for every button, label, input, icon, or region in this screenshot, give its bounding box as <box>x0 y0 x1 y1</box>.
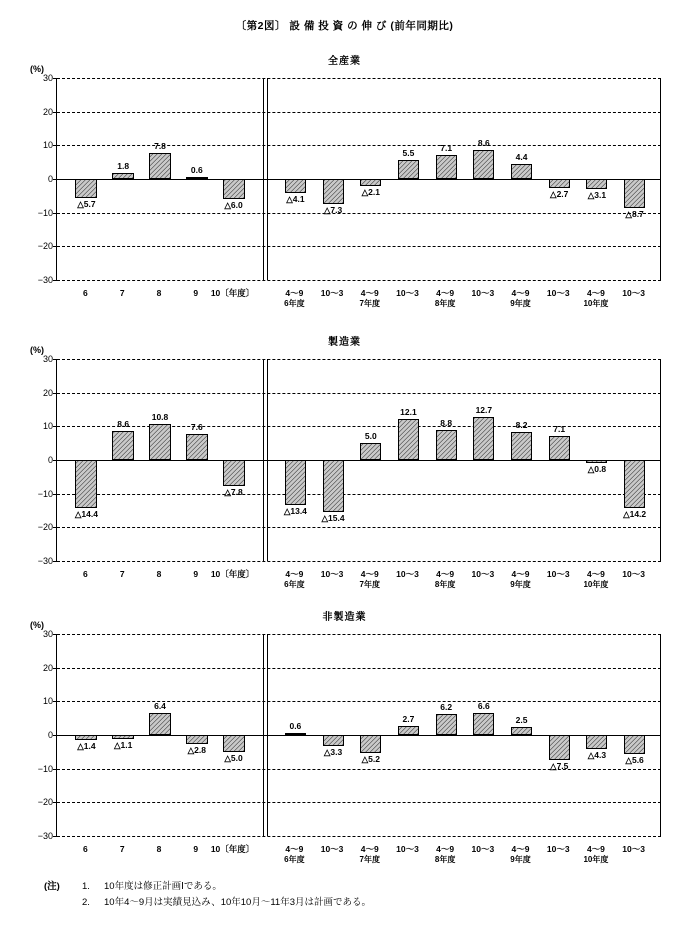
y-tick-mark <box>53 179 57 180</box>
y-tick-label: 20 <box>42 106 53 117</box>
gridline <box>57 359 661 360</box>
bar-value-label: △5.7 <box>77 199 96 210</box>
gridline <box>57 701 661 702</box>
zero-axis-line <box>57 460 661 461</box>
y-tick-mark <box>53 668 57 669</box>
panel-divider <box>263 634 264 836</box>
y-tick-mark <box>53 735 57 736</box>
bar-value-label: △7.5 <box>550 761 569 772</box>
x-axis-label: 7 <box>119 288 125 298</box>
y-tick-mark <box>53 634 57 635</box>
panel-divider <box>267 634 268 836</box>
notes-heading: (注) <box>44 881 60 892</box>
x-axis-label: 10～3 <box>396 844 419 854</box>
bar <box>323 460 344 512</box>
x-axis-label: 10～3 <box>622 844 645 854</box>
bar <box>624 735 645 754</box>
x-axis-label: 10～3 <box>471 844 495 854</box>
bar-value-label: 1.8 <box>117 160 130 171</box>
panel-divider <box>267 359 268 561</box>
bar <box>398 419 419 460</box>
bar-value-label: 2.7 <box>402 713 415 724</box>
y-tick-label: 30 <box>42 629 53 639</box>
zero-axis-line <box>57 735 661 736</box>
x-axis-label: 4～9 10年度 <box>583 844 609 864</box>
x-axis-label: 8 <box>156 569 162 579</box>
plot-right-border <box>660 78 661 280</box>
y-tick-mark <box>53 246 57 247</box>
x-axis-label: 4～9 6年度 <box>284 569 305 589</box>
bar <box>473 150 494 179</box>
x-axis-label: 4～9 9年度 <box>510 844 531 864</box>
y-tick-mark <box>53 769 57 770</box>
y-tick-mark <box>53 561 57 562</box>
bar <box>511 164 532 179</box>
y-tick-mark <box>53 494 57 495</box>
x-axis-label: 6 <box>83 288 88 298</box>
bar <box>75 179 97 198</box>
x-axis-label: 9 <box>193 844 199 854</box>
bar-value-label: △1.4 <box>77 740 96 751</box>
bar-value-label: 4.4 <box>515 152 528 163</box>
bar <box>186 434 208 460</box>
y-tick-label: −10 <box>37 207 53 218</box>
bar <box>549 179 570 188</box>
x-axis-label: 9 <box>193 288 199 298</box>
x-axis-label: 10～3 <box>320 569 344 579</box>
y-tick-label: −20 <box>37 241 53 252</box>
note-number: 1. <box>82 881 90 892</box>
bar <box>360 179 381 186</box>
gridline <box>57 112 661 113</box>
y-tick-label: 10 <box>42 140 53 151</box>
bar <box>186 177 208 179</box>
bar <box>186 735 208 744</box>
bar-value-label: △5.6 <box>625 754 644 765</box>
bar <box>149 153 171 179</box>
bar <box>473 417 494 460</box>
panel-divider <box>263 78 264 280</box>
bar-value-label: △7.3 <box>323 204 343 215</box>
bar-value-label: 8.6 <box>477 138 490 149</box>
x-axis-label: 10～3 <box>396 569 419 579</box>
x-axis-label: 10～3 <box>320 844 344 854</box>
bar-value-label: △13.4 <box>283 506 307 517</box>
gridline <box>57 213 661 214</box>
bar <box>586 179 607 189</box>
bar <box>549 436 570 460</box>
y-tick-label: 20 <box>42 387 53 398</box>
gridline <box>57 561 661 562</box>
y-tick-mark <box>53 393 57 394</box>
bar-value-label: △4.3 <box>587 750 607 761</box>
chart-panel-nonmanufacturing <box>0 608 689 864</box>
y-tick-mark <box>53 527 57 528</box>
bar-value-label: 8.6 <box>117 419 130 430</box>
bar-value-label: 6.6 <box>477 700 490 711</box>
x-axis-label: 8 <box>156 844 162 854</box>
y-tick-mark <box>53 145 57 146</box>
note-number: 2. <box>82 897 90 909</box>
bar <box>285 460 306 505</box>
x-axis-label: 8 <box>156 288 162 298</box>
x-axis-label: 4～9 10年度 <box>583 288 609 308</box>
x-axis-label: 4～9 7年度 <box>359 288 380 308</box>
bar-value-label: △5.0 <box>224 752 243 763</box>
bar <box>360 735 381 753</box>
gridline <box>57 393 661 394</box>
x-axis-label: 4～9 9年度 <box>510 569 531 589</box>
x-axis-label: 7 <box>119 844 125 854</box>
bar <box>586 735 607 749</box>
x-axis-label: 4～9 9年度 <box>510 288 531 308</box>
bar-value-label: 7.1 <box>440 143 453 154</box>
bar-value-label: △2.8 <box>187 745 206 756</box>
x-axis-label: 10～3 <box>546 288 570 298</box>
bar-value-label: 12.7 <box>475 405 493 416</box>
gridline <box>57 78 661 79</box>
gridline <box>57 426 661 427</box>
bar-value-label: 10.8 <box>151 411 169 422</box>
y-axis-unit: (%) <box>30 345 44 355</box>
bar-value-label: 2.5 <box>515 714 528 725</box>
bar-value-label: △8.7 <box>625 209 644 220</box>
y-tick-label: 10 <box>42 696 53 707</box>
bar <box>149 424 171 460</box>
gridline <box>57 280 661 281</box>
bar <box>223 179 245 199</box>
y-tick-label: −20 <box>37 797 53 808</box>
bar-value-label: △14.2 <box>623 508 647 519</box>
bar-value-label: △2.1 <box>361 187 380 198</box>
plot-right-border <box>660 359 661 561</box>
bar <box>549 735 570 760</box>
x-axis-label: 4～9 7年度 <box>359 569 380 589</box>
x-axis-label: 6 <box>83 569 88 579</box>
gridline <box>57 668 661 669</box>
bar-value-label: 7.8 <box>154 140 166 151</box>
bar-value-label: △1.1 <box>114 739 133 750</box>
bar <box>112 735 134 739</box>
gridline <box>57 769 661 770</box>
y-tick-mark <box>53 359 57 360</box>
x-axis-label: 10～3 <box>471 288 495 298</box>
bar <box>586 460 607 463</box>
bar <box>436 155 457 179</box>
bar <box>436 714 457 735</box>
y-tick-label: 0 <box>47 174 53 184</box>
bar <box>112 431 134 460</box>
x-axis-label: 6 <box>83 844 88 854</box>
gridline <box>57 246 661 247</box>
x-axis-label: 4～9 7年度 <box>359 844 380 864</box>
bar <box>223 460 245 486</box>
plot-right-border <box>660 634 661 836</box>
bar-value-label: △0.8 <box>587 463 607 474</box>
bar-value-label: 12.1 <box>400 407 417 418</box>
x-axis-label: 10～3 <box>320 288 344 298</box>
gridline <box>57 494 661 495</box>
bar <box>360 443 381 460</box>
gridline <box>57 634 661 635</box>
gridline <box>57 836 661 837</box>
x-axis-label: 4～9 10年度 <box>583 569 609 589</box>
bar-value-label: 7.1 <box>553 424 566 435</box>
note-row <box>44 895 371 911</box>
x-axis-label: 4～9 6年度 <box>284 288 305 308</box>
x-axis-label: 10～3 <box>546 844 570 854</box>
chart-panel-all-industries <box>0 52 689 308</box>
plot-area <box>37 629 661 841</box>
bar-value-label: 8.8 <box>440 418 453 429</box>
bar <box>75 735 97 740</box>
x-axis-label: 10～3 <box>622 288 645 298</box>
bar <box>285 733 306 735</box>
bar <box>473 713 494 735</box>
bar-value-label: 5.0 <box>364 431 377 442</box>
bar <box>398 726 419 735</box>
x-axis-label: 10〔年度〕 <box>210 844 255 854</box>
bar-value-label: 8.2 <box>515 420 528 431</box>
x-axis-label: 4～9 8年度 <box>434 288 456 308</box>
x-axis-label: 10〔年度〕 <box>210 288 255 298</box>
y-tick-mark <box>53 280 57 281</box>
figure-title: 〔第2図〕 設 備 投 資 の 伸 び (前年同期比) <box>235 20 454 32</box>
y-tick-mark <box>53 112 57 113</box>
bar-value-label: △7.8 <box>224 487 243 498</box>
x-axis-label: 10～3 <box>546 569 570 579</box>
bar <box>511 432 532 460</box>
y-tick-mark <box>53 426 57 427</box>
x-axis-label: 10～3 <box>471 569 495 579</box>
y-tick-label: 10 <box>42 421 53 432</box>
bar-value-label: △3.1 <box>587 190 607 201</box>
x-axis-label: 9 <box>193 569 199 579</box>
panel-divider <box>263 359 264 561</box>
bar <box>323 735 344 746</box>
y-tick-label: −10 <box>37 763 53 774</box>
gridline <box>57 802 661 803</box>
panel-divider <box>267 78 268 280</box>
y-tick-mark <box>53 836 57 837</box>
bar-value-label: △4.1 <box>286 193 305 204</box>
y-tick-label: 30 <box>42 73 53 83</box>
bar <box>285 179 306 193</box>
bar <box>149 713 171 735</box>
note-text: 10年4～9月は実績見込み、10年10月～11年3月は計画である。 <box>104 897 371 909</box>
bar <box>223 735 245 752</box>
bar-value-label: △6.0 <box>224 200 243 211</box>
y-tick-mark <box>53 78 57 79</box>
bar <box>511 727 532 735</box>
plot-area <box>37 73 661 285</box>
y-tick-label: −30 <box>37 831 53 841</box>
zero-axis-line <box>57 179 661 180</box>
y-tick-mark <box>53 802 57 803</box>
bar <box>398 160 419 179</box>
y-tick-label: −10 <box>37 488 53 499</box>
bar-value-label: △15.4 <box>321 512 345 523</box>
notes-block <box>44 879 371 911</box>
bar-value-label: 6.4 <box>154 701 166 712</box>
panel-title: 製造業 <box>328 337 361 348</box>
bar-value-label: 0.6 <box>289 720 302 731</box>
gridline <box>57 527 661 528</box>
y-tick-label: −20 <box>37 522 53 533</box>
note-spacer <box>44 895 82 911</box>
bar <box>624 179 645 208</box>
y-tick-mark <box>53 213 57 214</box>
note-text: 10年度は修正計画Ⅰである。 <box>104 881 222 892</box>
y-tick-label: 0 <box>47 730 53 740</box>
bar-value-label: △3.3 <box>323 747 343 758</box>
bar-value-label: 6.2 <box>440 702 453 713</box>
bar-value-label: △5.2 <box>361 753 380 764</box>
y-tick-mark <box>53 701 57 702</box>
bar-value-label: 7.6 <box>190 422 203 433</box>
y-tick-label: 30 <box>42 354 53 364</box>
bar-value-label: △14.4 <box>74 509 98 520</box>
x-axis-label: 4～9 8年度 <box>434 569 456 589</box>
x-axis-label: 10～3 <box>622 569 645 579</box>
note-row <box>44 879 371 895</box>
x-axis-label: 7 <box>119 569 125 579</box>
y-tick-label: 0 <box>47 455 53 465</box>
panel-title: 非製造業 <box>322 612 367 623</box>
x-axis-label: 10～3 <box>396 288 419 298</box>
bar-value-label: △2.7 <box>550 189 569 200</box>
bar <box>75 460 97 508</box>
chart-panel-manufacturing <box>0 333 689 589</box>
bar <box>436 430 457 460</box>
plot-area <box>37 354 661 566</box>
y-tick-label: −30 <box>37 556 53 566</box>
gridline <box>57 145 661 146</box>
bar <box>112 173 134 179</box>
y-axis-unit: (%) <box>30 64 44 74</box>
x-axis-label: 4～9 6年度 <box>284 844 305 864</box>
bar-value-label: 5.5 <box>402 148 415 159</box>
panel-title: 全産業 <box>328 56 361 67</box>
bar-value-label: 0.6 <box>190 164 203 175</box>
bar <box>624 460 645 508</box>
x-axis-label: 10〔年度〕 <box>210 569 255 579</box>
y-tick-mark <box>53 460 57 461</box>
y-tick-label: 20 <box>42 662 53 673</box>
bar <box>323 179 344 204</box>
y-axis-unit: (%) <box>30 620 44 630</box>
y-tick-label: −30 <box>37 275 53 285</box>
x-axis-label: 4～9 8年度 <box>434 844 456 864</box>
